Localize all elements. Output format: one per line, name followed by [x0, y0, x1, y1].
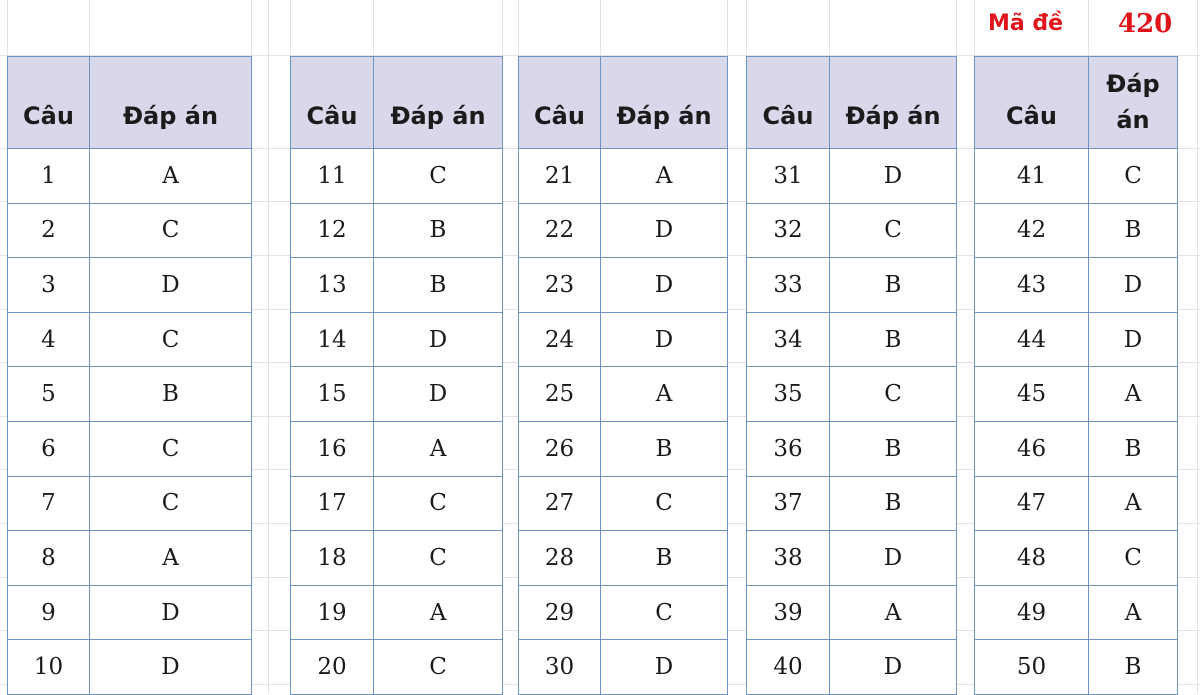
- answer-cell: A: [374, 421, 503, 476]
- question-number: 11: [291, 149, 374, 204]
- question-number: 25: [519, 367, 601, 422]
- table-row: [519, 640, 728, 695]
- question-number: 1: [8, 149, 90, 204]
- answer-cell: C: [601, 476, 728, 531]
- answer-cell: C: [601, 585, 728, 640]
- table-row: [975, 640, 1178, 695]
- table-row: [8, 312, 252, 367]
- answer-cell: B: [374, 203, 503, 258]
- question-number: 27: [519, 476, 601, 531]
- question-number: 21: [519, 149, 601, 204]
- question-number: 34: [747, 312, 830, 367]
- question-number: 36: [747, 421, 830, 476]
- answer-table-5: [974, 56, 1178, 695]
- question-number: 46: [975, 421, 1089, 476]
- answer-cell: D: [601, 203, 728, 258]
- question-number: 47: [975, 476, 1089, 531]
- question-number: 14: [291, 312, 374, 367]
- answer-cell: B: [830, 421, 957, 476]
- table-row: [291, 585, 503, 640]
- table-row: [519, 149, 728, 204]
- answer-cell: D: [90, 585, 252, 640]
- header-row: [519, 57, 728, 149]
- answer-cell: A: [374, 585, 503, 640]
- table-row: [8, 585, 252, 640]
- question-number: 20: [291, 640, 374, 695]
- answer-cell: C: [374, 149, 503, 204]
- exam-code-label: Mã đề: [988, 11, 1064, 36]
- header-answer: Đáp án: [374, 57, 503, 149]
- answer-cell: C: [830, 203, 957, 258]
- table-row: [519, 367, 728, 422]
- question-number: 16: [291, 421, 374, 476]
- question-number: 2: [8, 203, 90, 258]
- header-question: Câu: [747, 57, 830, 149]
- table-row: [519, 421, 728, 476]
- answer-cell: C: [1089, 531, 1178, 586]
- answer-cell: C: [374, 476, 503, 531]
- table-row: [8, 367, 252, 422]
- header-answer: Đáp án: [90, 57, 252, 149]
- table-row: [8, 640, 252, 695]
- question-number: 38: [747, 531, 830, 586]
- answer-cell: B: [601, 421, 728, 476]
- answer-table-3: [518, 56, 728, 695]
- question-number: 10: [8, 640, 90, 695]
- answer-cell: D: [90, 258, 252, 313]
- table-row: [975, 149, 1178, 204]
- table-row: [291, 476, 503, 531]
- answer-cell: C: [374, 640, 503, 695]
- table-row: [8, 258, 252, 313]
- header-question: Câu: [519, 57, 601, 149]
- table-row: [975, 203, 1178, 258]
- answer-cell: D: [601, 312, 728, 367]
- question-number: 31: [747, 149, 830, 204]
- answer-cell: D: [90, 640, 252, 695]
- header-answer: Đáp án: [1089, 57, 1178, 149]
- question-number: 9: [8, 585, 90, 640]
- answer-cell: D: [1089, 312, 1178, 367]
- question-number: 29: [519, 585, 601, 640]
- table-row: [747, 585, 957, 640]
- question-number: 33: [747, 258, 830, 313]
- question-number: 23: [519, 258, 601, 313]
- table-row: [975, 367, 1178, 422]
- answer-cell: D: [830, 149, 957, 204]
- question-number: 17: [291, 476, 374, 531]
- answer-cell: A: [1089, 585, 1178, 640]
- question-number: 6: [8, 421, 90, 476]
- question-number: 48: [975, 531, 1089, 586]
- answer-cell: C: [374, 531, 503, 586]
- answer-cell: D: [374, 367, 503, 422]
- answer-cell: C: [830, 367, 957, 422]
- header-question: Câu: [8, 57, 90, 149]
- question-number: 13: [291, 258, 374, 313]
- answer-cell: C: [90, 421, 252, 476]
- table-row: [291, 421, 503, 476]
- question-number: 30: [519, 640, 601, 695]
- table-row: [8, 421, 252, 476]
- question-number: 15: [291, 367, 374, 422]
- header-answer: Đáp án: [830, 57, 957, 149]
- question-number: 45: [975, 367, 1089, 422]
- table-row: [747, 149, 957, 204]
- table-row: [975, 476, 1178, 531]
- question-number: 24: [519, 312, 601, 367]
- question-number: 12: [291, 203, 374, 258]
- question-number: 22: [519, 203, 601, 258]
- question-number: 37: [747, 476, 830, 531]
- table-row: [975, 258, 1178, 313]
- question-number: 35: [747, 367, 830, 422]
- header-question: Câu: [975, 57, 1089, 149]
- header-row: [747, 57, 957, 149]
- table-row: [519, 476, 728, 531]
- answer-cell: D: [374, 312, 503, 367]
- header-row: [975, 57, 1178, 149]
- table-row: [519, 203, 728, 258]
- answer-cell: B: [830, 476, 957, 531]
- question-number: 28: [519, 531, 601, 586]
- answer-cell: D: [1089, 258, 1178, 313]
- question-number: 19: [291, 585, 374, 640]
- table-row: [975, 531, 1178, 586]
- answer-cell: B: [374, 258, 503, 313]
- table-row: [975, 585, 1178, 640]
- answer-cell: A: [1089, 476, 1178, 531]
- answer-cell: A: [601, 149, 728, 204]
- answer-cell: A: [830, 585, 957, 640]
- question-number: 42: [975, 203, 1089, 258]
- table-row: [747, 258, 957, 313]
- table-row: [747, 476, 957, 531]
- table-row: [8, 476, 252, 531]
- header-row: [291, 57, 503, 149]
- table-row: [747, 640, 957, 695]
- question-number: 39: [747, 585, 830, 640]
- answer-cell: B: [830, 312, 957, 367]
- header-answer: Đáp án: [601, 57, 728, 149]
- answer-cell: C: [90, 312, 252, 367]
- answer-cell: C: [90, 203, 252, 258]
- table-row: [747, 203, 957, 258]
- table-row: [291, 531, 503, 586]
- answer-cell: C: [1089, 149, 1178, 204]
- answer-cell: B: [1089, 203, 1178, 258]
- table-row: [291, 312, 503, 367]
- answer-cell: B: [90, 367, 252, 422]
- answer-cell: B: [601, 531, 728, 586]
- question-number: 7: [8, 476, 90, 531]
- answer-cell: D: [601, 258, 728, 313]
- answer-cell: A: [90, 149, 252, 204]
- answer-table-4: [746, 56, 957, 695]
- question-number: 5: [8, 367, 90, 422]
- table-row: [975, 421, 1178, 476]
- answer-cell: B: [830, 258, 957, 313]
- answer-cell: C: [90, 476, 252, 531]
- table-row: [291, 149, 503, 204]
- table-row: [519, 312, 728, 367]
- answer-cell: D: [830, 531, 957, 586]
- table-row: [291, 203, 503, 258]
- exam-code-value: 420: [1118, 9, 1173, 39]
- table-row: [747, 367, 957, 422]
- table-row: [747, 531, 957, 586]
- header-question: Câu: [291, 57, 374, 149]
- header-row: [8, 57, 252, 149]
- question-number: 50: [975, 640, 1089, 695]
- table-row: [291, 367, 503, 422]
- table-row: [8, 149, 252, 204]
- question-number: 32: [747, 203, 830, 258]
- question-number: 44: [975, 312, 1089, 367]
- table-row: [291, 258, 503, 313]
- table-row: [519, 585, 728, 640]
- answer-cell: B: [1089, 640, 1178, 695]
- answer-cell: A: [90, 531, 252, 586]
- table-row: [8, 531, 252, 586]
- table-row: [975, 312, 1178, 367]
- table-row: [747, 421, 957, 476]
- question-number: 4: [8, 312, 90, 367]
- answer-table-1: [7, 56, 252, 695]
- question-number: 3: [8, 258, 90, 313]
- question-number: 8: [8, 531, 90, 586]
- table-row: [519, 258, 728, 313]
- table-row: [291, 640, 503, 695]
- question-number: 40: [747, 640, 830, 695]
- table-row: [519, 531, 728, 586]
- question-number: 49: [975, 585, 1089, 640]
- answer-cell: A: [601, 367, 728, 422]
- table-row: [747, 312, 957, 367]
- table-row: [8, 203, 252, 258]
- question-number: 18: [291, 531, 374, 586]
- answer-cell: A: [1089, 367, 1178, 422]
- question-number: 26: [519, 421, 601, 476]
- answer-cell: D: [601, 640, 728, 695]
- question-number: 41: [975, 149, 1089, 204]
- answer-table-2: [290, 56, 503, 695]
- answer-cell: D: [830, 640, 957, 695]
- question-number: 43: [975, 258, 1089, 313]
- answer-cell: B: [1089, 421, 1178, 476]
